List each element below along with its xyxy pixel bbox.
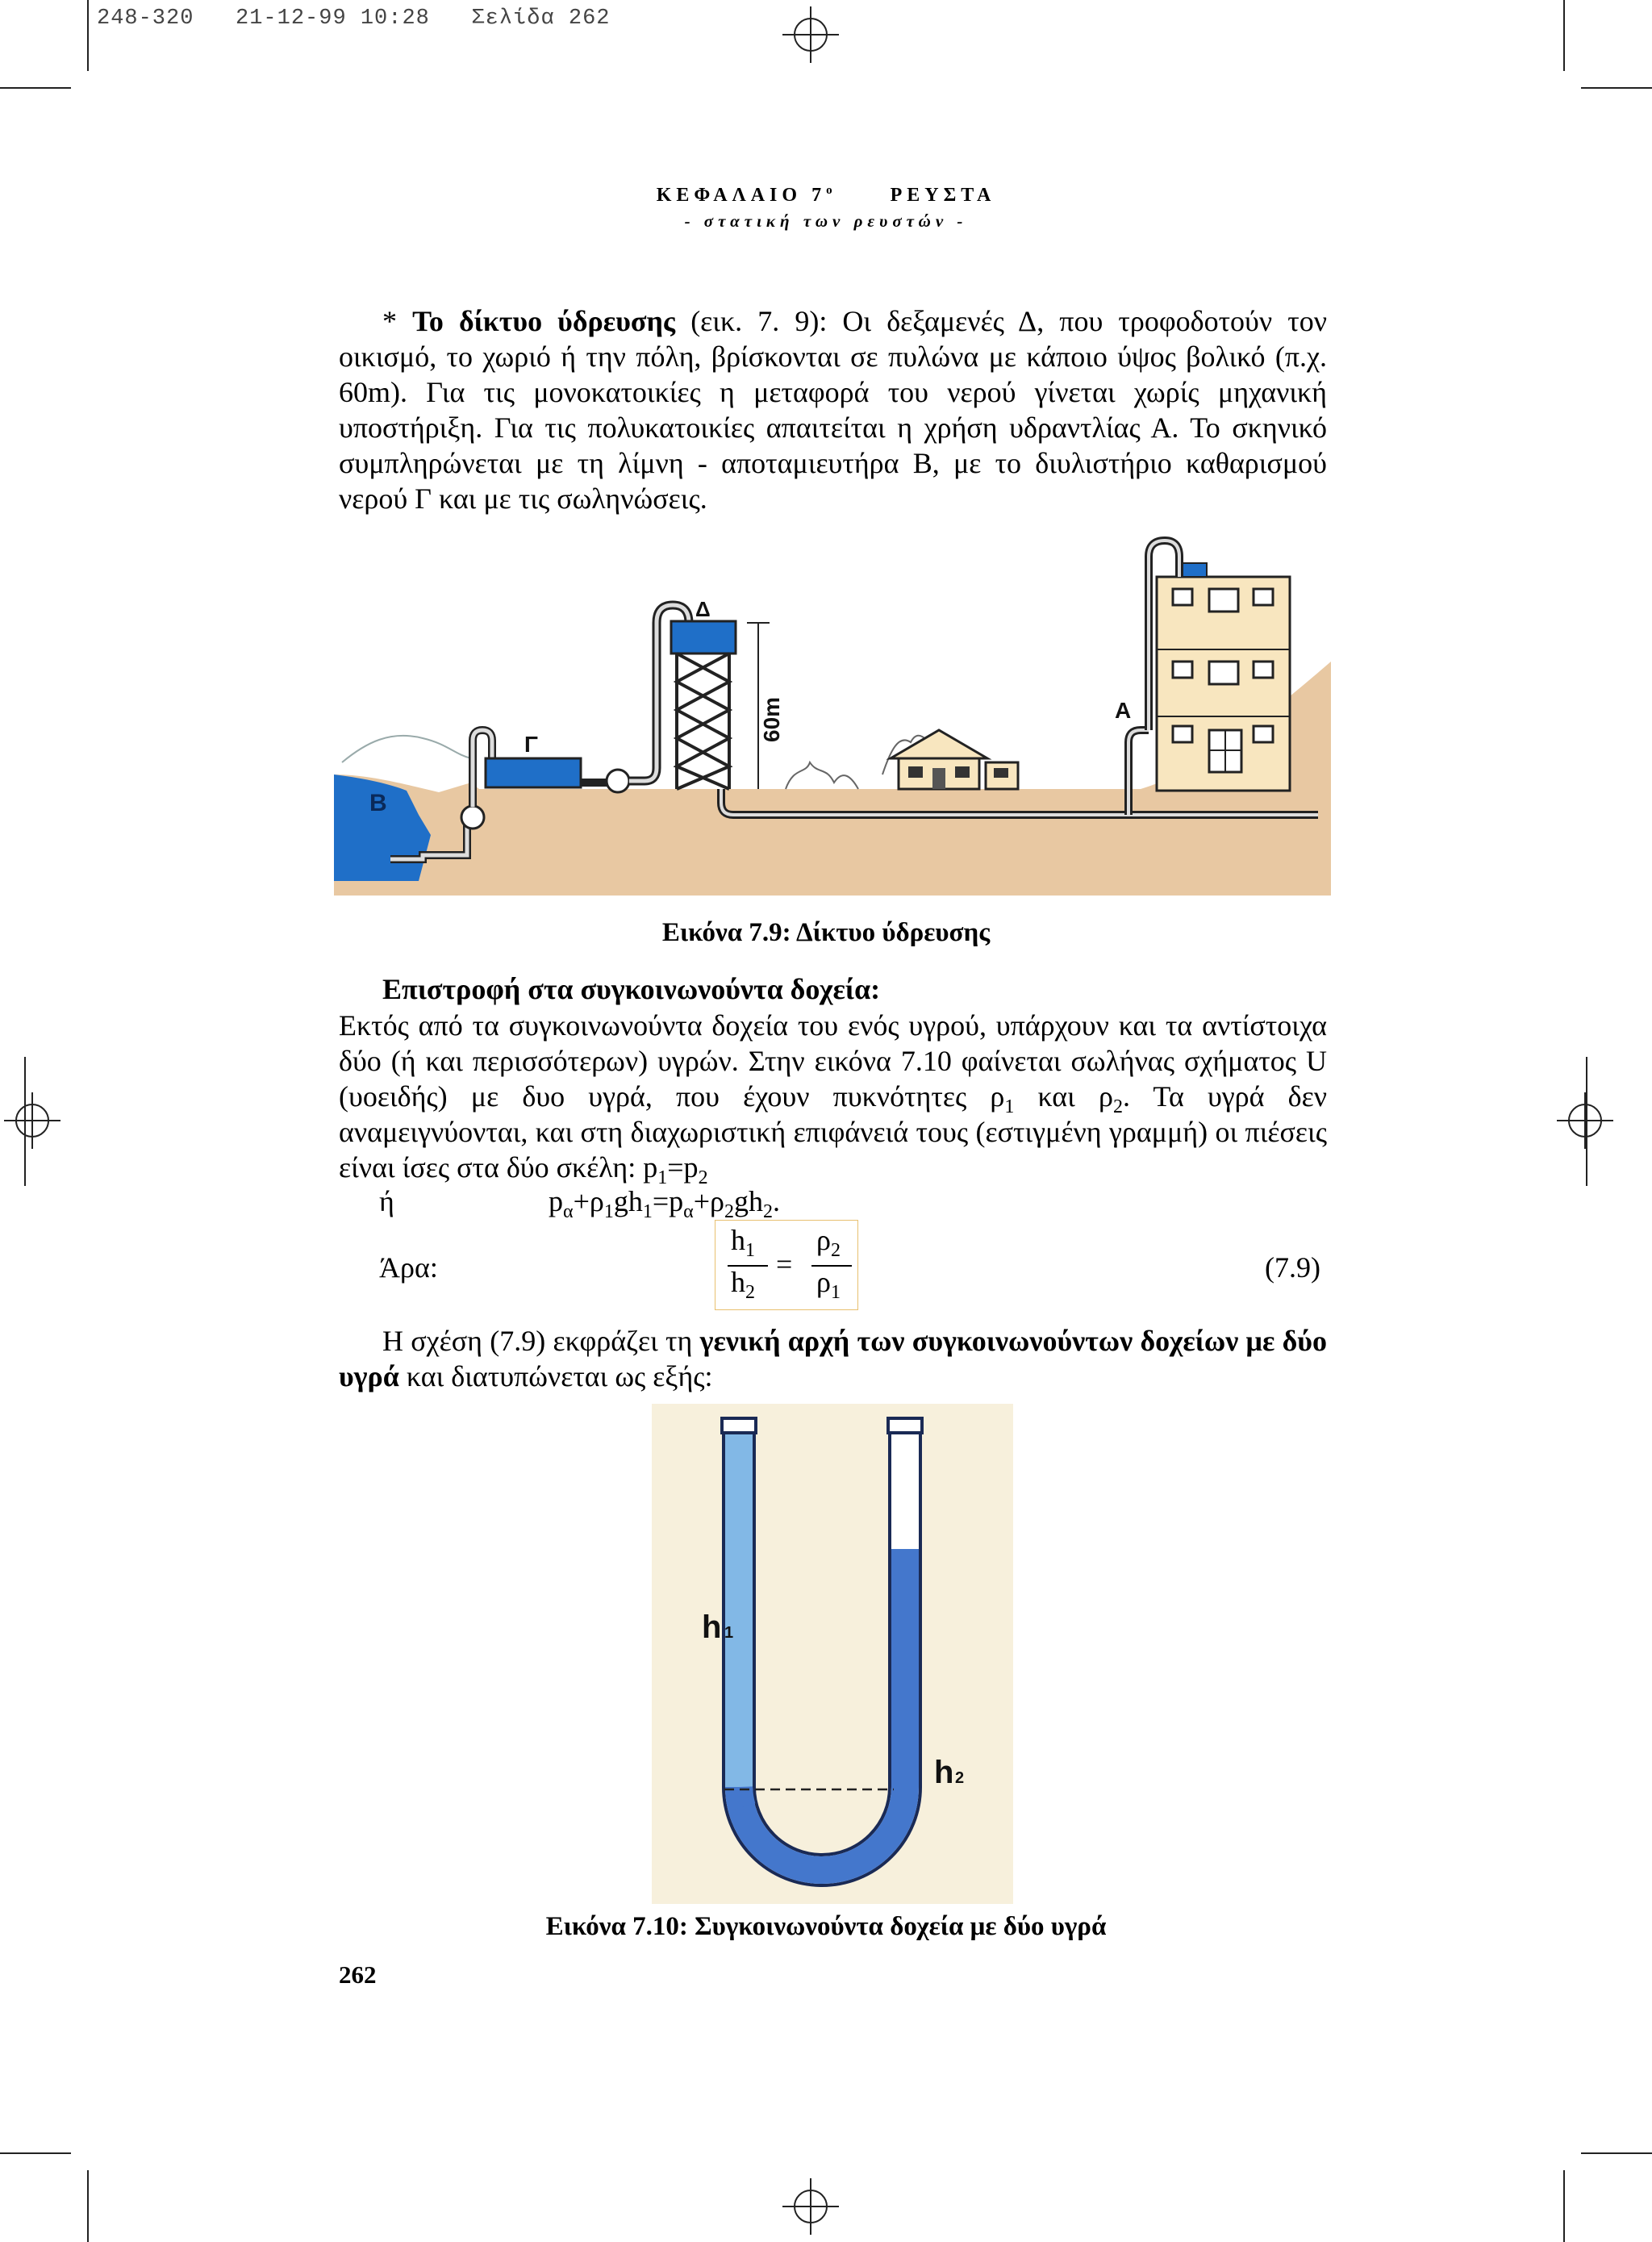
crop-mark bbox=[1563, 2170, 1565, 2242]
crop-mark bbox=[1563, 0, 1565, 71]
label-height: 60m bbox=[759, 696, 784, 742]
registration-mark-icon bbox=[782, 2178, 839, 2235]
crop-mark bbox=[87, 0, 89, 71]
water-tower-tank bbox=[671, 621, 736, 653]
registration-mark-icon bbox=[782, 6, 839, 63]
equals-sign: = bbox=[776, 1248, 793, 1280]
label-h2: h bbox=[934, 1755, 954, 1790]
section-title: Επιστροφή στα συγκοινωνούντα δοχεία: bbox=[382, 973, 881, 1005]
crop-mark bbox=[87, 2170, 89, 2242]
equation-number: (7.9) bbox=[1265, 1251, 1320, 1284]
equation-pressure-balance: $p_\alpha+\rho_1gh_1=p_\alpha+\rho_2gh_2$. bbox=[549, 1185, 781, 1222]
side-rule bbox=[1586, 1057, 1587, 1186]
label-pump: A bbox=[1115, 698, 1132, 723]
crop-mark bbox=[1581, 2152, 1652, 2154]
paragraph-water-network: * Το δίκτυο ύδρευσης (εικ. 7. 9): Οι δεξαμενές Δ, που τροφοδοτούν τον οικισμό, το χωριό ή την πόλη, βρίσκονται σε πυλώνα με κάποιο ύψος βολικό (π.χ. 60m). Για τις μονοκατοικίες η μεταφορά του νερού γίνεται χωρίς μηχανική υποστήριξη. Για τις πολυκατοικίες απαιτείται η χρήση υδραντλίας Α. Το σκηνικό συμπληρώνεται με τη λίμνη - αποταμιευτήρα Β, με το διυλιστήριο καθαρισμού νερού Γ και με τις σωληνώσεις. bbox=[339, 305, 1327, 515]
label-tank: Δ bbox=[695, 597, 711, 621]
label-filter: Γ bbox=[524, 732, 538, 757]
side-rule bbox=[24, 1057, 26, 1186]
fraction-denominator-right: $\rho_1$ bbox=[816, 1266, 841, 1303]
label-lake-b: B bbox=[369, 790, 387, 816]
crop-mark bbox=[0, 2152, 71, 2154]
figure-caption-7-10: Εικόνα 7.10: Συγκοινωνούντα δοχεία με δύο υγρά bbox=[545, 1912, 1107, 1941]
u-tube-figure bbox=[652, 1404, 1013, 1904]
running-header: ΚΕΦΑΛΑΙΟ $7^o$ ΡΕΥΣΤΑ bbox=[656, 184, 996, 206]
filter-tank bbox=[486, 758, 581, 787]
label-h1: h bbox=[702, 1609, 722, 1645]
fraction-denominator-left: $h_2$ bbox=[731, 1266, 755, 1303]
figure-caption-7-9: Εικόνα 7.9: Δίκτυο ύδρευσης bbox=[661, 918, 991, 947]
label-h2-sub: 2 bbox=[955, 1769, 965, 1787]
paragraph-general-principle: Η σχέση (7.9) εκφράζει τη γενική αρχή των συγκοινωνούντων δοχείων με δύο υγρά και διατυπώνεται ως εξής: bbox=[339, 1325, 1327, 1392]
fraction-numerator-right: $\rho_2$ bbox=[816, 1224, 841, 1261]
print-slug: 248-320 21-12-99 10:28 Σελίδα 262 bbox=[97, 6, 611, 31]
crop-mark bbox=[0, 87, 71, 89]
label-h1-sub: 1 bbox=[724, 1624, 734, 1642]
crop-mark bbox=[1581, 87, 1652, 89]
equation-therefore: Άρα: bbox=[379, 1251, 438, 1284]
fraction-numerator-left: $h_1$ bbox=[731, 1224, 755, 1261]
paragraph-two-liquids: Εκτός από τα συγκοινωνούντα δοχεία του ενός υγρού, υπάρχουν και τα αντίστοιχα δύο (ή και περισσότερων) υγρών. Στην εικόνα 7.10 φαίνεται σωλήνας σχήματος U (υοειδής) με δυο υγρά, που έχουν πυκνότητες $\rho_1$ και $\rho_2$. Τα υγρά δεν αναμειγνύονται, και στη διαχωριστική επιφάνειά τους (εστιγμένη γραμμή) οι πιέσεις είναι ίσες στα δύο σκέλη: $p_1=p_2$ bbox=[339, 1009, 1327, 1188]
registration-mark-icon bbox=[4, 1092, 60, 1149]
registration-mark-icon bbox=[1557, 1092, 1613, 1149]
running-subheader: - στατική των ρευστών - bbox=[684, 211, 968, 231]
equation-or: ή bbox=[379, 1185, 394, 1217]
water-network-figure bbox=[334, 532, 1331, 896]
page-number: 262 bbox=[339, 1960, 377, 1989]
